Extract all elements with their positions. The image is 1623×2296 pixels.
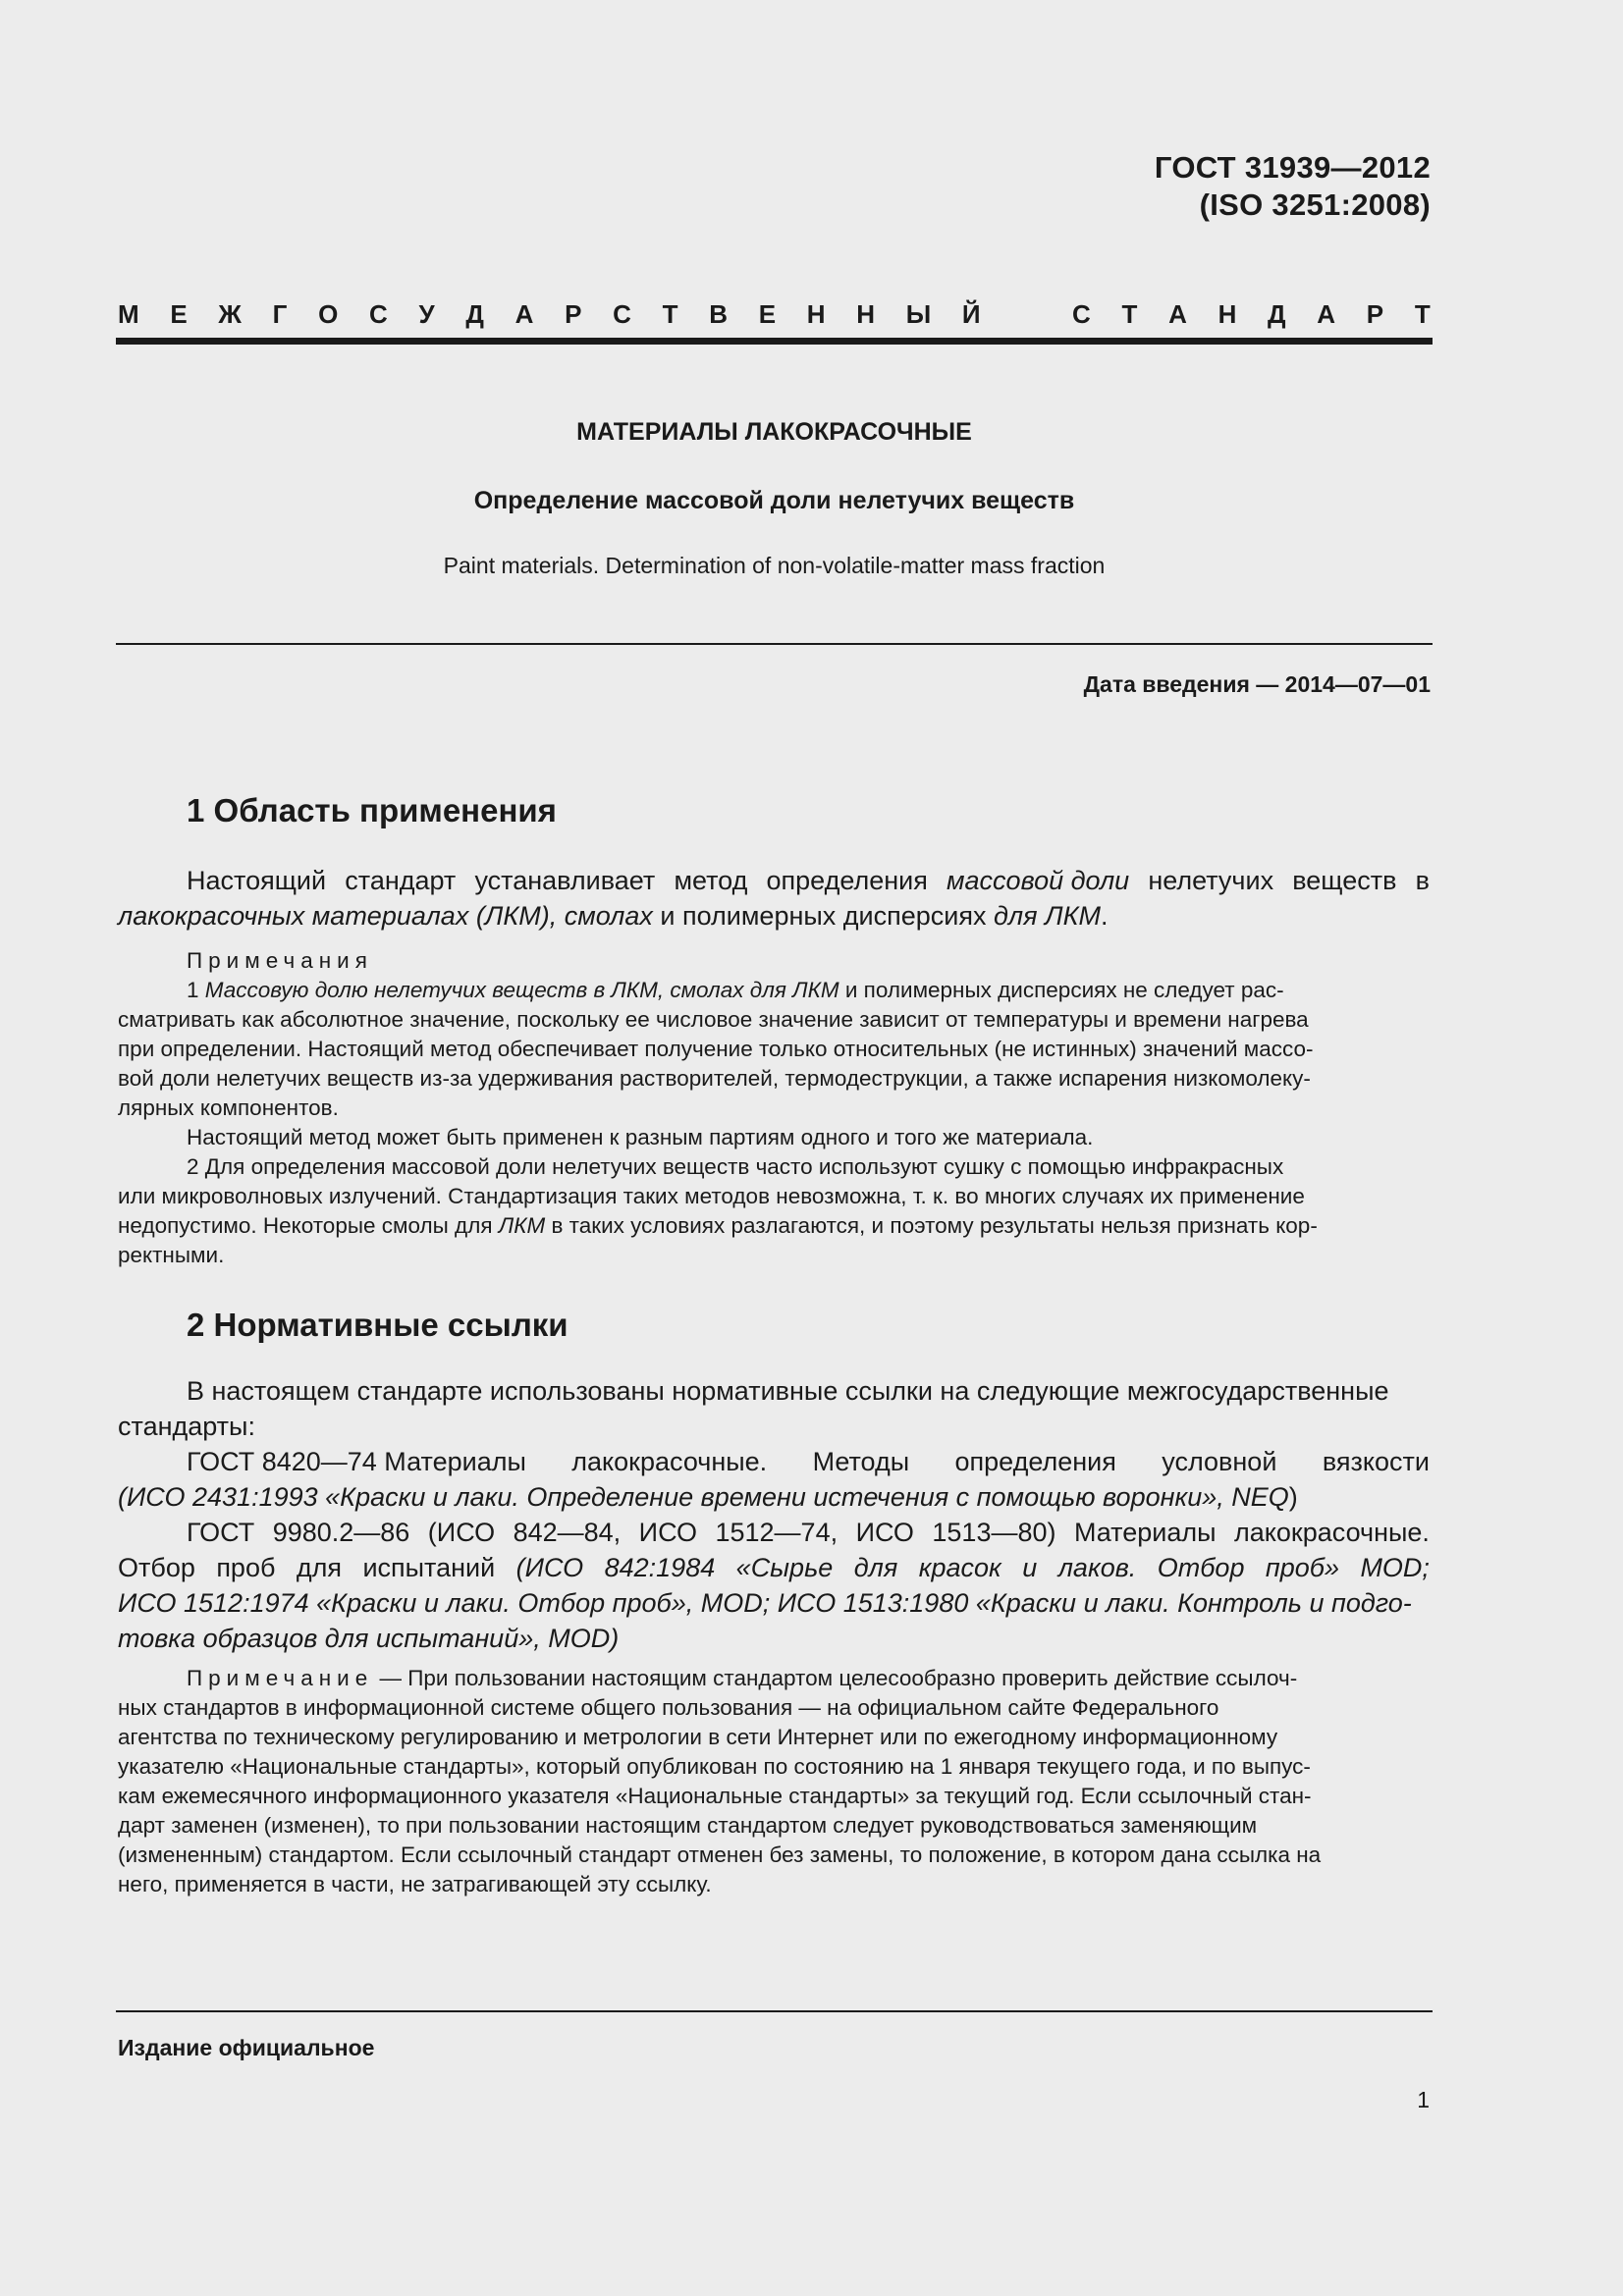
paragraph-line: [118, 898, 1430, 934]
word: Настоящий: [187, 866, 327, 895]
word: проб»: [1265, 1553, 1339, 1582]
word: проб: [216, 1553, 276, 1582]
word: Материалы: [1073, 1518, 1217, 1547]
references-paragraph: [118, 1373, 1430, 1656]
word: определения: [954, 1447, 1116, 1476]
note-line: кам ежемесячного информационного указателя «Национальные стандарты» за текущий год. Если ссылочный стан-: [118, 1784, 1312, 1808]
reference-line: [118, 1550, 1430, 1585]
reference-line: [118, 1479, 1430, 1515]
section-heading-normative-references: 2 Нормативные ссылки: [187, 1307, 568, 1343]
note-number: 1: [187, 978, 205, 1002]
gost-number: ГОСТ 31939—2012: [1154, 150, 1431, 185]
word: устанавливает: [474, 866, 656, 895]
word: ИСО: [638, 1518, 697, 1547]
word: испытаний: [362, 1553, 496, 1582]
italic-term: товка образцов для испытаний», MOD): [118, 1624, 620, 1653]
banner-letter: А: [514, 298, 534, 329]
document-subtitle: Определение массовой доли нелетучих веществ: [473, 487, 1075, 514]
note-line: при определении. Настоящий метод обеспечивает получение только относительных (не истинных) значений массо-: [118, 1037, 1314, 1061]
banner-letter: Г: [272, 298, 288, 329]
banner-letter: Н: [1217, 298, 1237, 329]
header-divider: [116, 338, 1433, 345]
word: лаков.: [1057, 1553, 1137, 1582]
word: и: [1022, 1553, 1038, 1582]
word: Отбор: [1157, 1553, 1245, 1582]
scope-notes: [118, 946, 1430, 1270]
word: Методы: [812, 1447, 910, 1476]
word: красок: [918, 1553, 1001, 1582]
banner-letter: С: [369, 298, 388, 329]
word: 1513—80): [932, 1518, 1056, 1547]
reference-line: [118, 1621, 1430, 1656]
word: определения: [766, 866, 928, 895]
italic-term: для ЛКМ: [993, 901, 1101, 931]
note-line: (измененным) стандартом. Если ссылочный стандарт отменен без замены, то положение, в котором дана ссылка на: [118, 1842, 1322, 1867]
text-run: ): [1288, 1482, 1298, 1512]
text-run: недопустимо. Некоторые смолы для: [118, 1213, 499, 1238]
section-heading-scope: 1 Область применения: [187, 792, 557, 828]
word: в: [1415, 866, 1430, 895]
banner-letter: Н: [856, 298, 876, 329]
text-run: .: [1100, 901, 1109, 931]
word: «Сырье: [735, 1553, 834, 1582]
word: 842:1984: [604, 1553, 716, 1582]
footer-divider: [116, 2010, 1433, 2012]
scope-paragraph: [118, 863, 1430, 934]
banner-letter: Ы: [905, 298, 932, 329]
note-line: [118, 1664, 1430, 1693]
italic-term: ЛКМ: [498, 1213, 546, 1238]
banner-letter: Д: [1268, 298, 1286, 329]
word: лакокрасочные.: [1234, 1518, 1430, 1547]
paragraph-line: В настоящем стандарте использованы нормативные ссылки на следующие межгосударственные: [187, 1376, 1389, 1406]
note-line: лярных компонентов.: [118, 1095, 339, 1120]
banner-letter: С: [613, 298, 631, 329]
word: для: [853, 1553, 898, 1582]
banner-letter: В: [709, 298, 729, 329]
notes-label: Примечания: [187, 948, 373, 973]
word: 1512—74,: [715, 1518, 839, 1547]
note-line: указателю «Национальные стандарты», который опубликован по состоянию на 1 января текущего года, и по выпус-: [118, 1754, 1311, 1779]
banner-letter: М: [118, 298, 139, 329]
banner-letter: Т: [662, 298, 678, 329]
word: 9980.2—86: [272, 1518, 410, 1547]
italic-term: лакокрасочных материалах (ЛКМ), смолах: [118, 901, 653, 931]
banner-letter: Р: [565, 298, 582, 329]
note-line: [118, 1211, 1430, 1241]
word: веществ: [1292, 866, 1397, 895]
banner-letter: Е: [170, 298, 188, 329]
word: ГОСТ: [187, 1518, 255, 1547]
note-line: агентства по техническому регулированию и метрологии в сети Интернет или по ежегодному информационному: [118, 1725, 1278, 1749]
word: Отбор: [118, 1553, 195, 1582]
standard-type-banner: [118, 294, 1431, 334]
text-run: в таких условиях разлагаются, и поэтому результаты нельзя признать кор-: [545, 1213, 1318, 1238]
document-title: МАТЕРИАЛЫ ЛАКОКРАСОЧНЫЕ: [576, 418, 972, 446]
note-line: вой доли нелетучих веществ из-за удерживания растворителей, термодеструкции, а также испарения низкомолеку-: [118, 1066, 1311, 1091]
banner-letter: О: [318, 298, 339, 329]
word: стандарт: [345, 866, 457, 895]
banner-letter: С: [1072, 298, 1091, 329]
word: вязкости: [1322, 1447, 1430, 1476]
word: MOD;: [1360, 1553, 1430, 1582]
word: условной: [1162, 1447, 1277, 1476]
banner-letter: Р: [1366, 298, 1384, 329]
gost-code-block: [1155, 149, 1431, 224]
note-line: 2 Для определения массовой доли нелетучих веществ часто используют сушку с помощью инфракрасных: [187, 1154, 1284, 1179]
word: (ИСО: [427, 1518, 496, 1547]
text-run: — При пользовании настоящим стандартом целесообразно проверить действие ссылоч-: [373, 1666, 1298, 1690]
word: лакокрасочные.: [571, 1447, 768, 1476]
page-number: 1: [1417, 2087, 1430, 2112]
iso-number: (ISO 3251:2008): [1199, 187, 1431, 222]
banner-letter: Й: [961, 298, 981, 329]
paragraph-line: стандарты:: [118, 1412, 255, 1441]
word: (ИСО: [515, 1553, 584, 1582]
document-english-title: Paint materials. Determination of non-volatile-matter mass fraction: [443, 553, 1106, 578]
text-run: и полимерных дисперсиях не следует рас-: [839, 978, 1284, 1002]
reference-line: [118, 1515, 1430, 1550]
word: метод: [674, 866, 748, 895]
italic-term: массовой доли: [947, 866, 1130, 895]
note-line: или микроволновых излучений. Стандартизация таких методов невозможна, т. к. во многих случаях их применение: [118, 1184, 1305, 1208]
official-edition-label: Издание официальное: [118, 2035, 375, 2060]
references-note: [118, 1664, 1430, 1899]
banner-letter: Т: [1414, 298, 1431, 329]
note-line: дарт заменен (изменен), то при пользовании настоящим стандартом следует руководствоваться заменяющим: [118, 1813, 1258, 1838]
title-divider: [116, 643, 1433, 645]
italic-term: ИСО 1512:1974 «Краски и лаки. Отбор проб», MOD; ИСО 1513:1980 «Краски и лаки. Контроль и подго-: [118, 1588, 1412, 1618]
banner-letter: У: [418, 298, 435, 329]
reference-line: [118, 1585, 1430, 1621]
note-label: Примечание: [187, 1666, 374, 1690]
note-line: него, применяется в части, не затрагивающей эту ссылку.: [118, 1872, 712, 1896]
word: ИСО: [855, 1518, 914, 1547]
italic-term: Массовую долю нелетучих веществ в ЛКМ, смолах для ЛКМ: [204, 978, 839, 1002]
banner-letter: А: [1168, 298, 1187, 329]
word: 842—84,: [513, 1518, 622, 1547]
banner-letter: Т: [1121, 298, 1138, 329]
italic-term: (ИСО 2431:1993 «Краски и лаки. Определение времени истечения с помощью воронки», NEQ: [118, 1482, 1289, 1512]
paragraph-line: [118, 863, 1430, 898]
word: ГОСТ 8420—74 Материалы: [187, 1447, 526, 1476]
banner-letter: Н: [806, 298, 826, 329]
word: для: [296, 1553, 343, 1582]
banner-letter: Д: [465, 298, 484, 329]
word: нелетучих: [1148, 866, 1274, 895]
note-line: ных стандартов в информационной системе общего пользования — на официальном сайте Федерального: [118, 1695, 1219, 1720]
note-line: Настоящий метод может быть применен к разным партиям одного и того же материала.: [187, 1125, 1094, 1149]
text-run: и полимерных дисперсиях: [652, 901, 994, 931]
banner-letter: Е: [758, 298, 777, 329]
reference-line: [118, 1444, 1430, 1479]
note-line: ректными.: [118, 1243, 225, 1267]
banner-letter: Ж: [218, 298, 242, 329]
banner-letter: А: [1317, 298, 1336, 329]
note-line: сматривать как абсолютное значение, поскольку ее числовое значение зависит от температуры и времени нагрева: [118, 1007, 1309, 1032]
introduction-date: Дата введения — 2014—07—01: [1083, 671, 1431, 697]
note-line: [118, 976, 1430, 1005]
